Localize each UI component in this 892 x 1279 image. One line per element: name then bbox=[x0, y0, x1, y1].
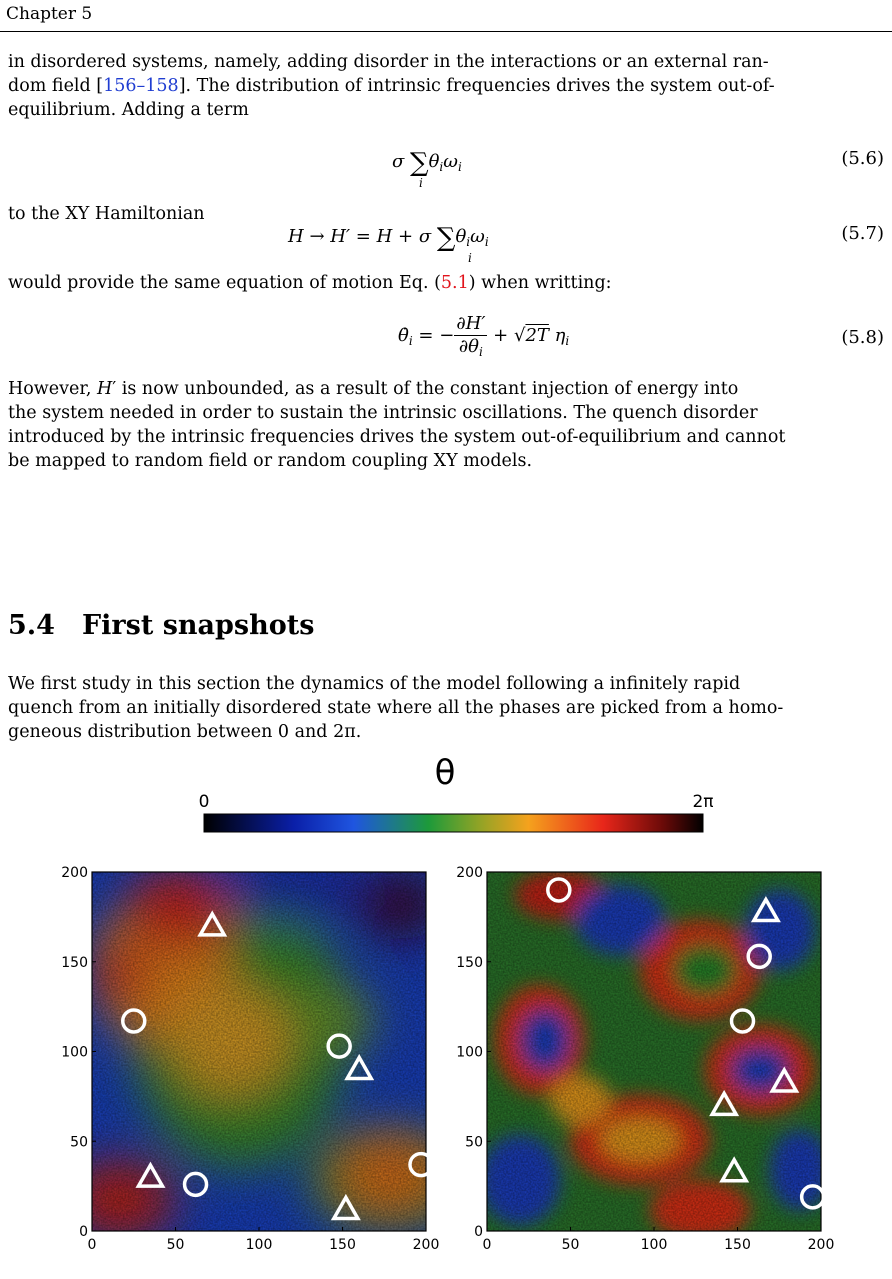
intro-line-1: in disordered systems, namely, adding disorder in the interactions or an external ran- bbox=[8, 52, 769, 72]
intro-line-2-pre: dom field [ bbox=[8, 76, 104, 96]
snap-line-1: We first study in this section the dynamics of the model following a infinitely rapid bbox=[8, 674, 741, 694]
y-tick-label: 0 bbox=[79, 1224, 88, 1240]
colorbar-min-label: 0 bbox=[198, 792, 210, 812]
equation-5-6: σ $\sum\theta_i\omega_i$ i (5.6) bbox=[392, 148, 884, 190]
y-tick-label: 50 bbox=[70, 1134, 88, 1151]
unbounded-line-2: the system needed in order to sustain the intrinsic oscillations. The quench disorder bbox=[8, 403, 758, 423]
x-tick-label: 150 bbox=[724, 1237, 751, 1253]
y-tick-label: 200 bbox=[61, 865, 88, 881]
y-tick-label: 100 bbox=[61, 1044, 88, 1061]
intro-line-3: equilibrium. Adding a term bbox=[8, 100, 249, 120]
left-heatmap bbox=[65, 860, 475, 1240]
motion-text-pre: would provide the same equation of motion Eq. ( bbox=[8, 273, 441, 293]
unbounded-paragraph: However, H′ is now unbounded, as a result of the constant injection of energy into the system needed in order to sustain the intrinsic oscillations. The quench disorder introduced by the intrinsic frequencies drives the system out-of-equilibrium and cannot be mapped to random field or random coupling XY models. bbox=[8, 379, 786, 471]
unbounded-line-1: is now unbounded, as a result of the constant injection of energy into bbox=[121, 379, 739, 399]
x-tick-label: 100 bbox=[245, 1237, 273, 1253]
intro-paragraph bbox=[8, 50, 884, 122]
y-tick-label: 0 bbox=[474, 1224, 483, 1240]
colorbar-label: θ bbox=[434, 753, 456, 793]
x-tick-label: 150 bbox=[329, 1237, 356, 1253]
y-tick-label: 200 bbox=[456, 865, 483, 881]
x-tick-label: 0 bbox=[87, 1237, 97, 1253]
citation-link[interactable]: 156–158 bbox=[103, 76, 179, 96]
snapshots-paragraph bbox=[8, 672, 884, 744]
x-tick-label: 0 bbox=[482, 1237, 492, 1253]
unbounded-line-3: introduced by the intrinsic frequencies drives the system out-of-equilibrium and cannot bbox=[8, 427, 786, 447]
y-tick-label: 150 bbox=[61, 954, 88, 971]
motion-text bbox=[8, 271, 884, 295]
x-tick-label: 200 bbox=[412, 1237, 440, 1253]
y-tick-label: 50 bbox=[465, 1134, 483, 1151]
y-tick-label: 150 bbox=[456, 954, 483, 971]
y-tick-label: 100 bbox=[456, 1044, 483, 1061]
xy-hamiltonian-text: to the XY Hamiltonian bbox=[8, 204, 205, 224]
unbounded-line-4: be mapped to random field or random coupling XY models. bbox=[8, 451, 533, 471]
intro-line-2-post: ]. The distribution of intrinsic frequencies drives the system out-of- bbox=[178, 76, 775, 96]
eq-ref-link[interactable]: 5.1 bbox=[440, 273, 469, 293]
header-rule bbox=[0, 31, 892, 32]
x-tick-label: 200 bbox=[807, 1237, 835, 1253]
x-tick-label: 100 bbox=[640, 1237, 668, 1253]
right-heatmap bbox=[480, 870, 830, 1240]
unbounded-pre: However, bbox=[8, 379, 92, 399]
section-title: First snapshots bbox=[82, 610, 315, 641]
colorbar bbox=[204, 814, 703, 832]
equation-number-5-6: (5.6) bbox=[841, 148, 884, 169]
equation-number-5-7: (5.7) bbox=[841, 223, 884, 244]
equation-5-8: $\thetȧ_i$ = − $\frac{\partial H'}{\partial\theta_i}$ + √2T $\eta_i$ (5.8) bbox=[398, 313, 884, 359]
x-tick-label: 50 bbox=[561, 1237, 580, 1253]
snap-line-3: geneous distribution between 0 and 2π. bbox=[8, 722, 362, 742]
sum-index-2: i bbox=[468, 251, 472, 265]
x-tick-label: 50 bbox=[166, 1237, 185, 1253]
colorbar-max-label: 2π bbox=[692, 792, 714, 812]
motion-text-post: ) when writting: bbox=[468, 273, 612, 293]
snap-line-2: quench from an initially disordered state where all the phases are picked from a homo- bbox=[8, 698, 784, 718]
section-number: 5.4 bbox=[8, 610, 55, 641]
sum-index: i bbox=[419, 176, 423, 190]
chapter-header: Chapter 5 bbox=[6, 4, 93, 24]
equation-5-7: H → H′ = H + σ $\sum\theta_i\omega_i$ i (5.7) bbox=[288, 223, 884, 265]
section-heading bbox=[8, 610, 314, 641]
equation-number-5-8: (5.8) bbox=[841, 327, 884, 348]
snapshot-figure bbox=[0, 740, 892, 1279]
